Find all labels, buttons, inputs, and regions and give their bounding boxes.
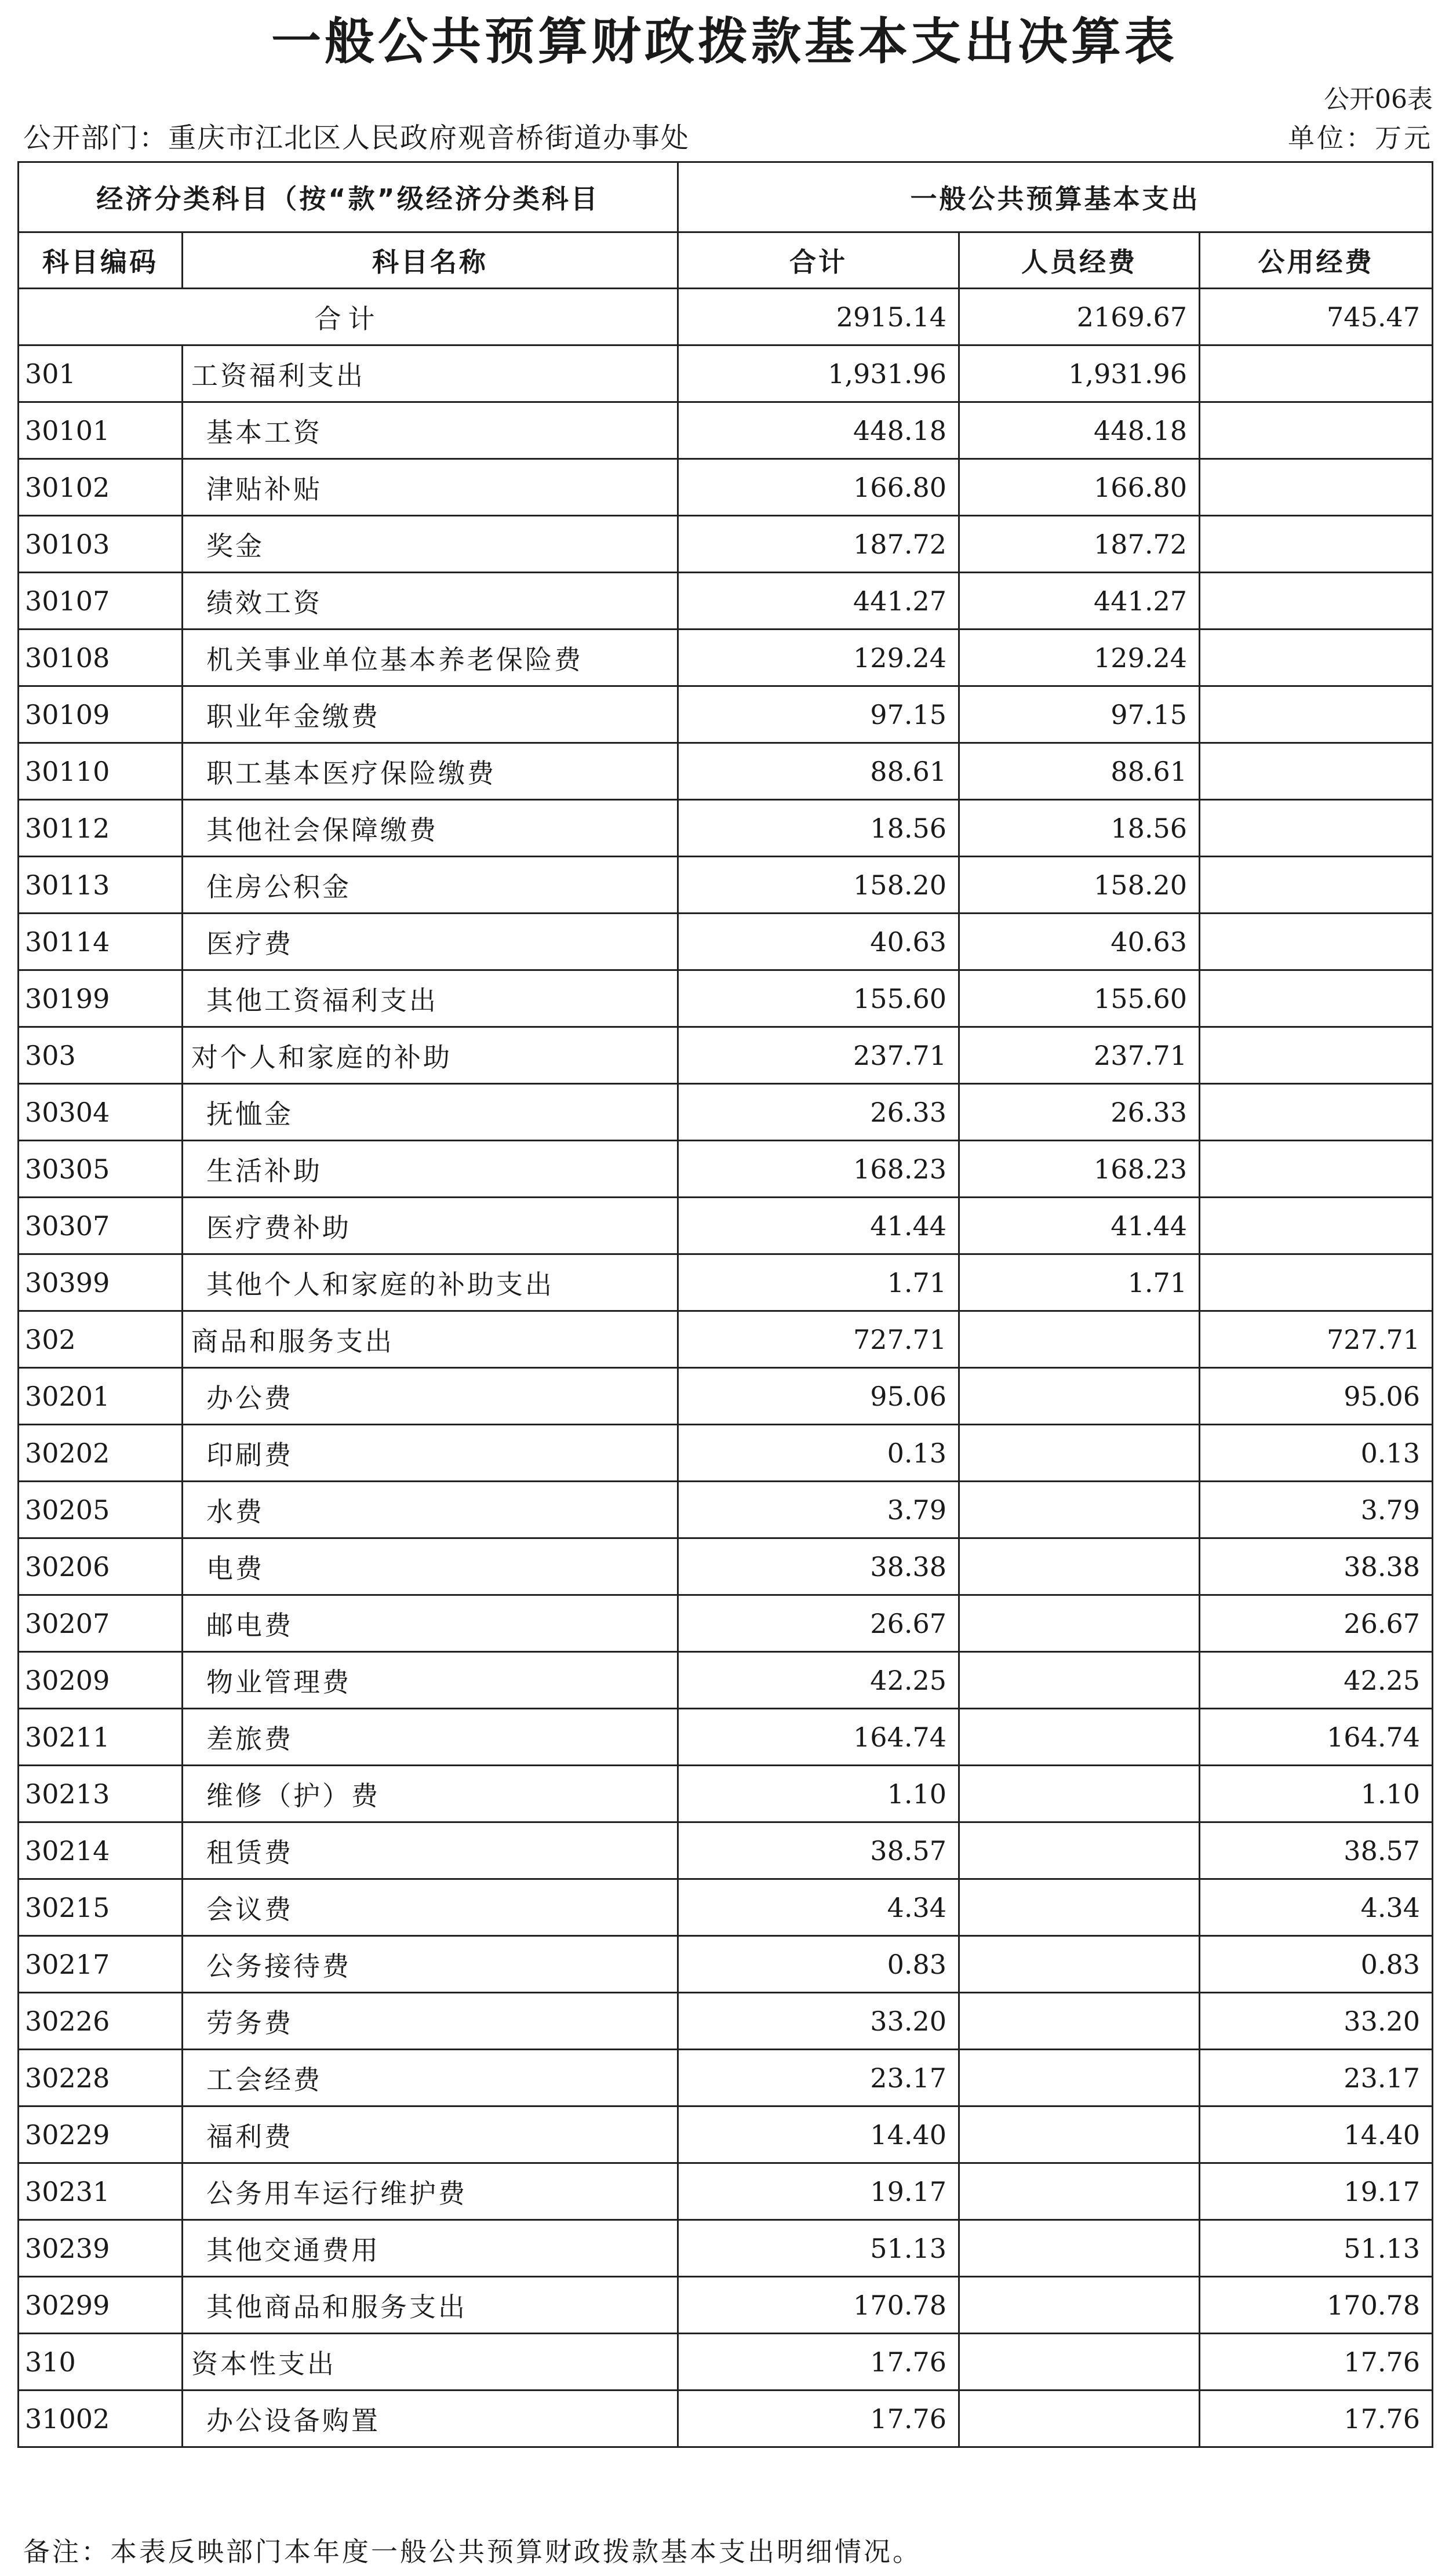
row-total: 19.17: [678, 2163, 959, 2220]
row-public: [1200, 573, 1433, 630]
table-row: [19, 1766, 1433, 1822]
row-personnel: [959, 1993, 1200, 2050]
row-public: [1200, 345, 1433, 402]
row-public: 4.34: [1200, 1879, 1433, 1936]
row-name: 公务接待费: [183, 1936, 678, 1993]
table-row: [19, 914, 1433, 970]
row-total: 4.34: [678, 1879, 959, 1936]
table-row: [19, 1368, 1433, 1425]
row-name: 职工基本医疗保险缴费: [183, 743, 678, 800]
header-personnel: 人员经费: [959, 232, 1200, 289]
header-name: 科目名称: [183, 232, 678, 289]
row-name: 奖金: [183, 516, 678, 573]
row-code: 30207: [19, 1595, 183, 1652]
row-name: 工会经费: [183, 2050, 678, 2106]
row-code: 30110: [19, 743, 183, 800]
row-public: [1200, 1027, 1433, 1084]
row-public: 17.76: [1200, 2391, 1433, 2447]
row-name: 邮电费: [183, 1595, 678, 1652]
row-personnel: 41.44: [959, 1198, 1200, 1254]
row-personnel: 441.27: [959, 573, 1200, 630]
row-total: 26.33: [678, 1084, 959, 1141]
row-total: 1.71: [678, 1254, 959, 1311]
row-total: 40.63: [678, 914, 959, 970]
row-code: 30202: [19, 1425, 183, 1482]
row-code: 30199: [19, 970, 183, 1027]
row-public: [1200, 1141, 1433, 1198]
row-name: 津贴补贴: [183, 459, 678, 516]
row-personnel: [959, 2277, 1200, 2334]
table-row: [19, 630, 1433, 686]
row-public: [1200, 1198, 1433, 1254]
total-value: 2915.14: [678, 289, 959, 345]
total-row: [19, 289, 1433, 345]
row-public: 38.38: [1200, 1538, 1433, 1595]
header-row-columns: [19, 232, 1433, 289]
table-row: [19, 970, 1433, 1027]
row-name: 生活补助: [183, 1141, 678, 1198]
row-code: 30209: [19, 1652, 183, 1709]
row-name: 其他社会保障缴费: [183, 800, 678, 857]
row-total: 166.80: [678, 459, 959, 516]
row-total: 129.24: [678, 630, 959, 686]
row-total: 164.74: [678, 1709, 959, 1766]
row-name: 其他工资福利支出: [183, 970, 678, 1027]
row-code: 30214: [19, 1822, 183, 1879]
row-personnel: 448.18: [959, 402, 1200, 459]
row-personnel: 237.71: [959, 1027, 1200, 1084]
row-name: 商品和服务支出: [183, 1311, 678, 1368]
row-name: 其他交通费用: [183, 2220, 678, 2277]
row-personnel: 18.56: [959, 800, 1200, 857]
row-name: 办公费: [183, 1368, 678, 1425]
row-total: 155.60: [678, 970, 959, 1027]
row-name: 机关事业单位基本养老保险费: [183, 630, 678, 686]
row-personnel: [959, 1538, 1200, 1595]
row-name: 其他个人和家庭的补助支出: [183, 1254, 678, 1311]
row-name: 其他商品和服务支出: [183, 2277, 678, 2334]
row-personnel: [959, 1709, 1200, 1766]
row-total: 168.23: [678, 1141, 959, 1198]
table-row: [19, 800, 1433, 857]
row-code: 30113: [19, 857, 183, 914]
row-name: 差旅费: [183, 1709, 678, 1766]
row-code: 30206: [19, 1538, 183, 1595]
row-name: 对个人和家庭的补助: [183, 1027, 678, 1084]
row-personnel: [959, 1766, 1200, 1822]
row-code: 30107: [19, 573, 183, 630]
table-row: [19, 1538, 1433, 1595]
row-public: 0.83: [1200, 1936, 1433, 1993]
table-row: [19, 402, 1433, 459]
header-code: 科目编码: [19, 232, 183, 289]
row-total: 97.15: [678, 686, 959, 743]
table-row: [19, 1254, 1433, 1311]
row-personnel: 40.63: [959, 914, 1200, 970]
expenditure-table: [17, 161, 1433, 2448]
header-economic-classification: 经济分类科目（按“款”级经济分类科目: [19, 162, 678, 232]
row-public: 164.74: [1200, 1709, 1433, 1766]
row-name: 绩效工资: [183, 573, 678, 630]
table-code: 公开06表: [1324, 85, 1433, 114]
row-code: 30112: [19, 800, 183, 857]
row-total: 26.67: [678, 1595, 959, 1652]
row-name: 住房公积金: [183, 857, 678, 914]
header-total: 合计: [678, 232, 959, 289]
row-public: [1200, 1084, 1433, 1141]
row-personnel: [959, 1425, 1200, 1482]
row-code: 30228: [19, 2050, 183, 2106]
row-public: [1200, 516, 1433, 573]
row-personnel: [959, 1936, 1200, 1993]
table-row: [19, 743, 1433, 800]
row-public: [1200, 686, 1433, 743]
row-public: 33.20: [1200, 1993, 1433, 2050]
row-public: 1.10: [1200, 1766, 1433, 1822]
row-total: 51.13: [678, 2220, 959, 2277]
table-row: [19, 1595, 1433, 1652]
row-total: 17.76: [678, 2391, 959, 2447]
row-total: 441.27: [678, 573, 959, 630]
department-label: 公开部门：重庆市江北区人民政府观音桥街道办事处: [23, 122, 690, 154]
row-personnel: [959, 1311, 1200, 1368]
row-name: 公务用车运行维护费: [183, 2163, 678, 2220]
row-code: 30211: [19, 1709, 183, 1766]
row-personnel: [959, 1595, 1200, 1652]
table-row: [19, 1084, 1433, 1141]
row-name: 办公设备购置: [183, 2391, 678, 2447]
row-public: [1200, 743, 1433, 800]
row-total: 33.20: [678, 1993, 959, 2050]
row-total: 23.17: [678, 2050, 959, 2106]
row-personnel: 129.24: [959, 630, 1200, 686]
table-row: [19, 516, 1433, 573]
row-name: 印刷费: [183, 1425, 678, 1482]
row-code: 31002: [19, 2391, 183, 2447]
table-row: [19, 2050, 1433, 2106]
row-code: 30213: [19, 1766, 183, 1822]
row-public: 23.17: [1200, 2050, 1433, 2106]
row-code: 302: [19, 1311, 183, 1368]
row-total: 727.71: [678, 1311, 959, 1368]
row-code: 30108: [19, 630, 183, 686]
row-total: 448.18: [678, 402, 959, 459]
footer-note: 备注：本表反映部门本年度一般公共预算财政拨款基本支出明细情况。: [23, 2536, 922, 2567]
table-row: [19, 2334, 1433, 2391]
table-row: [19, 1425, 1433, 1482]
row-public: 42.25: [1200, 1652, 1433, 1709]
row-total: 38.38: [678, 1538, 959, 1595]
row-total: 42.25: [678, 1652, 959, 1709]
row-public: [1200, 857, 1433, 914]
row-code: 30229: [19, 2106, 183, 2163]
row-name: 抚恤金: [183, 1084, 678, 1141]
row-public: 26.67: [1200, 1595, 1433, 1652]
row-total: 187.72: [678, 516, 959, 573]
row-personnel: [959, 2050, 1200, 2106]
row-code: 303: [19, 1027, 183, 1084]
row-public: 19.17: [1200, 2163, 1433, 2220]
row-name: 基本工资: [183, 402, 678, 459]
row-name: 职业年金缴费: [183, 686, 678, 743]
row-total: 3.79: [678, 1482, 959, 1538]
row-public: 727.71: [1200, 1311, 1433, 1368]
row-code: 310: [19, 2334, 183, 2391]
row-name: 福利费: [183, 2106, 678, 2163]
row-public: [1200, 402, 1433, 459]
row-name: 劳务费: [183, 1993, 678, 2050]
row-public: 14.40: [1200, 2106, 1433, 2163]
table-row: [19, 2163, 1433, 2220]
row-name: 会议费: [183, 1879, 678, 1936]
row-personnel: 88.61: [959, 743, 1200, 800]
row-personnel: 158.20: [959, 857, 1200, 914]
row-name: 医疗费: [183, 914, 678, 970]
row-name: 医疗费补助: [183, 1198, 678, 1254]
header-row-group: [19, 162, 1433, 232]
row-code: 30109: [19, 686, 183, 743]
row-personnel: [959, 1368, 1200, 1425]
row-personnel: [959, 1822, 1200, 1879]
row-total: 1,931.96: [678, 345, 959, 402]
row-public: [1200, 1254, 1433, 1311]
row-personnel: [959, 2391, 1200, 2447]
table-row: [19, 1141, 1433, 1198]
row-total: 237.71: [678, 1027, 959, 1084]
row-personnel: 1.71: [959, 1254, 1200, 1311]
table-row: [19, 1482, 1433, 1538]
row-code: 30205: [19, 1482, 183, 1538]
row-name: 水费: [183, 1482, 678, 1538]
row-total: 170.78: [678, 2277, 959, 2334]
table-row: [19, 1198, 1433, 1254]
table-row: [19, 345, 1433, 402]
table-row: [19, 1936, 1433, 1993]
row-public: [1200, 630, 1433, 686]
row-public: 0.13: [1200, 1425, 1433, 1482]
row-code: 30201: [19, 1368, 183, 1425]
unit-label: 单位：万元: [1288, 122, 1433, 154]
row-personnel: 155.60: [959, 970, 1200, 1027]
row-total: 1.10: [678, 1766, 959, 1822]
table-row: [19, 2106, 1433, 2163]
row-total: 17.76: [678, 2334, 959, 2391]
row-code: 30399: [19, 1254, 183, 1311]
row-name: 维修（护）费: [183, 1766, 678, 1822]
row-personnel: [959, 1652, 1200, 1709]
row-code: 30239: [19, 2220, 183, 2277]
row-total: 38.57: [678, 1822, 959, 1879]
row-total: 0.83: [678, 1936, 959, 1993]
table-row: [19, 1879, 1433, 1936]
row-public: 17.76: [1200, 2334, 1433, 2391]
row-total: 88.61: [678, 743, 959, 800]
row-code: 30231: [19, 2163, 183, 2220]
header-basic-expenditure: 一般公共预算基本支出: [678, 162, 1433, 232]
row-total: 95.06: [678, 1368, 959, 1425]
row-public: [1200, 914, 1433, 970]
row-total: 41.44: [678, 1198, 959, 1254]
row-personnel: [959, 2334, 1200, 2391]
row-name: 物业管理费: [183, 1652, 678, 1709]
row-name: 资本性支出: [183, 2334, 678, 2391]
row-code: 30307: [19, 1198, 183, 1254]
row-personnel: 187.72: [959, 516, 1200, 573]
page-title: 一般公共预算财政拨款基本支出决算表: [271, 12, 1178, 71]
row-personnel: 1,931.96: [959, 345, 1200, 402]
row-public: 170.78: [1200, 2277, 1433, 2334]
row-personnel: [959, 1879, 1200, 1936]
row-code: 30226: [19, 1993, 183, 2050]
row-code: 30103: [19, 516, 183, 573]
row-public: 51.13: [1200, 2220, 1433, 2277]
row-total: 158.20: [678, 857, 959, 914]
row-public: 95.06: [1200, 1368, 1433, 1425]
table-row: [19, 459, 1433, 516]
row-personnel: 97.15: [959, 686, 1200, 743]
row-personnel: 166.80: [959, 459, 1200, 516]
table-row: [19, 2220, 1433, 2277]
header-public: 公用经费: [1200, 232, 1433, 289]
row-name: 工资福利支出: [183, 345, 678, 402]
row-code: 30215: [19, 1879, 183, 1936]
total-public: 745.47: [1200, 289, 1433, 345]
table-row: [19, 573, 1433, 630]
row-public: [1200, 459, 1433, 516]
table-row: [19, 1709, 1433, 1766]
row-code: 30217: [19, 1936, 183, 1993]
row-code: 30102: [19, 459, 183, 516]
row-code: 30304: [19, 1084, 183, 1141]
row-code: 30114: [19, 914, 183, 970]
table-row: [19, 1311, 1433, 1368]
row-total: 0.13: [678, 1425, 959, 1482]
table-row: [19, 2277, 1433, 2334]
total-label: 合计: [19, 289, 678, 345]
total-personnel: 2169.67: [959, 289, 1200, 345]
row-personnel: [959, 2106, 1200, 2163]
table-row: [19, 1027, 1433, 1084]
row-personnel: 26.33: [959, 1084, 1200, 1141]
row-personnel: [959, 2163, 1200, 2220]
row-total: 14.40: [678, 2106, 959, 2163]
row-total: 18.56: [678, 800, 959, 857]
row-code: 301: [19, 345, 183, 402]
table-row: [19, 686, 1433, 743]
row-code: 30305: [19, 1141, 183, 1198]
row-code: 30101: [19, 402, 183, 459]
row-name: 电费: [183, 1538, 678, 1595]
row-name: 租赁费: [183, 1822, 678, 1879]
table-row: [19, 857, 1433, 914]
table-row: [19, 1822, 1433, 1879]
row-public: 38.57: [1200, 1822, 1433, 1879]
table-row: [19, 1652, 1433, 1709]
table-row: [19, 2391, 1433, 2447]
row-public: 3.79: [1200, 1482, 1433, 1538]
row-code: 30299: [19, 2277, 183, 2334]
row-personnel: 168.23: [959, 1141, 1200, 1198]
table-row: [19, 1993, 1433, 2050]
row-personnel: [959, 1482, 1200, 1538]
row-personnel: [959, 2220, 1200, 2277]
row-public: [1200, 800, 1433, 857]
row-public: [1200, 970, 1433, 1027]
